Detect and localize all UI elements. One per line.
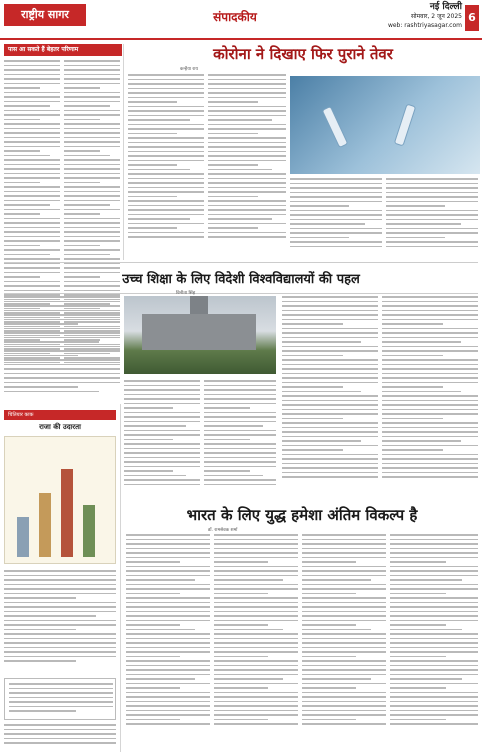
- corona-headline: कोरोना ने दिखाए फिर पुराने तेवर: [213, 45, 393, 63]
- masthead: राष्ट्रीय सागर: [4, 4, 86, 26]
- universities-text-col-3: [204, 380, 276, 500]
- edition-date: सोमवार, 2 जून 2025: [410, 13, 462, 20]
- war-text-col-2: [214, 534, 298, 750]
- vaccine-vial-icon: [322, 106, 349, 148]
- cartoon-heading: चितियार काक: [4, 410, 116, 420]
- edition-info: [388, 3, 462, 30]
- universities-text-col-1: [4, 296, 120, 404]
- university-photo: [124, 296, 276, 374]
- corona-byline: कन्हैया राय: [180, 67, 199, 72]
- footer-text: [4, 724, 116, 752]
- corona-text-col-4: [386, 178, 478, 258]
- column-divider: [120, 404, 121, 752]
- section-title: संपादकीय: [213, 10, 257, 24]
- universities-headline: उच्च शिक्षा के लिए विदेशी विश्वविद्यालयों की पहल: [4, 262, 478, 294]
- cartoon-figure: [61, 469, 73, 557]
- edition-city: नई दिल्ली: [429, 2, 462, 12]
- universities-text-col-4: [282, 296, 378, 500]
- war-byline: डॉ. रामसेवक शर्मा: [208, 528, 238, 533]
- cartoon-title: राजा की उदारता: [39, 423, 81, 431]
- war-text-col-1: [126, 534, 210, 750]
- page-header: [0, 0, 482, 40]
- cartoon-figure: [17, 517, 29, 557]
- cartoon-figure: [39, 493, 51, 557]
- universities-byline: विनीता सिंह: [176, 291, 196, 296]
- publisher-text: [9, 683, 113, 717]
- cartoon-illustration: [4, 436, 116, 564]
- corona-text-col-1: [128, 74, 204, 258]
- page-number: 6: [465, 5, 479, 31]
- war-headline: भारत के लिए युद्ध हमेशा अंतिम विकल्प है: [186, 506, 418, 524]
- syringe-icon: [394, 103, 416, 146]
- edition-website: web: rashtriyasagar.com: [387, 22, 462, 29]
- corona-text-col-3: [290, 178, 382, 258]
- war-text-col-4: [390, 534, 478, 750]
- cartoon-text: [4, 570, 116, 674]
- left-column-kicker: पास आ सकते हैं बेहतर परिणाम: [4, 44, 122, 56]
- universities-text-col-2: [124, 380, 200, 500]
- publisher-box: [4, 678, 116, 720]
- war-text-col-3: [302, 534, 386, 750]
- cartoon-figure: [83, 505, 95, 557]
- university-building: [142, 314, 256, 350]
- corona-photo: [290, 76, 480, 174]
- corona-text-col-2: [208, 74, 286, 258]
- universities-text-col-5: [382, 296, 478, 500]
- column-divider: [123, 44, 124, 260]
